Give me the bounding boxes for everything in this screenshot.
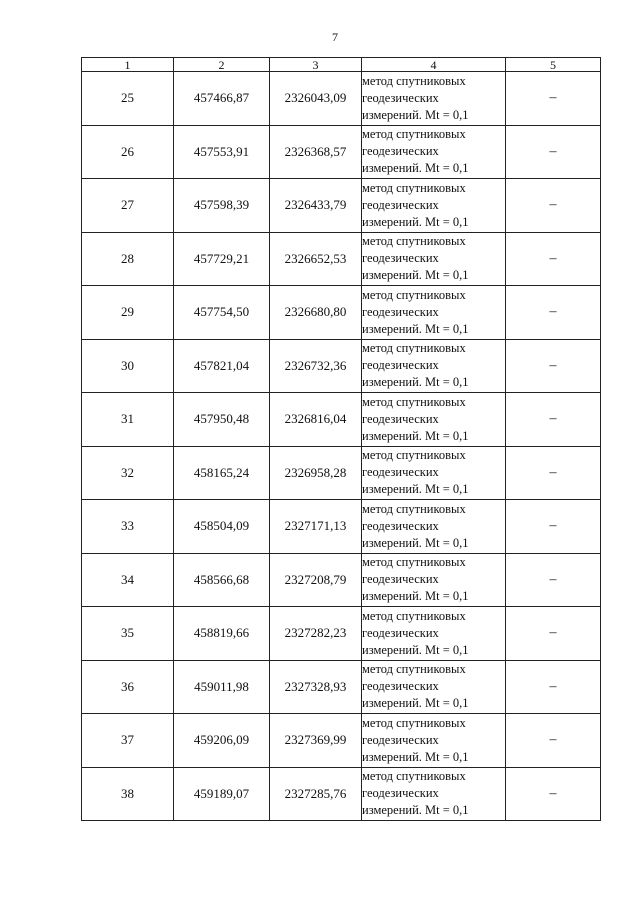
- method-line-3: измерений. Mt = 0,1: [362, 268, 469, 283]
- method-cell: [362, 767, 506, 821]
- method-line-1: метод спутниковых: [362, 555, 466, 570]
- note-cell: –: [506, 446, 601, 500]
- x-coordinate-cell: 459011,98: [174, 660, 270, 714]
- y-coordinate-cell: 2327208,79: [270, 553, 362, 607]
- method-line-2: геодезических: [362, 732, 439, 747]
- note-cell: –: [506, 393, 601, 447]
- y-coordinate-cell: 2326816,04: [270, 393, 362, 447]
- method-line-1: метод спутниковых: [362, 501, 466, 516]
- table-row: [82, 553, 601, 607]
- x-coordinate-cell: 459206,09: [174, 714, 270, 768]
- y-coordinate-cell: 2327328,93: [270, 660, 362, 714]
- method-line-3: измерений. Mt = 0,1: [362, 696, 469, 711]
- method-line-3: измерений. Mt = 0,1: [362, 214, 469, 229]
- method-line-3: измерений. Mt = 0,1: [362, 482, 469, 497]
- point-number-cell: 35: [82, 607, 174, 661]
- method-line-2: геодезических: [362, 411, 439, 426]
- method-cell: [362, 179, 506, 233]
- method-line-2: геодезических: [362, 786, 439, 801]
- method-line-2: геодезических: [362, 358, 439, 373]
- note-cell: –: [506, 72, 601, 126]
- note-cell: –: [506, 660, 601, 714]
- point-number-cell: 29: [82, 286, 174, 340]
- x-coordinate-cell: 458819,66: [174, 607, 270, 661]
- method-line-1: метод спутниковых: [362, 662, 466, 677]
- method-line-3: измерений. Mt = 0,1: [362, 535, 469, 550]
- method-cell: [362, 500, 506, 554]
- point-number-cell: 32: [82, 446, 174, 500]
- note-cell: –: [506, 232, 601, 286]
- note-cell: –: [506, 125, 601, 179]
- x-coordinate-cell: 457466,87: [174, 72, 270, 126]
- method-cell: [362, 393, 506, 447]
- method-line-2: геодезических: [362, 518, 439, 533]
- method-line-2: геодезических: [362, 625, 439, 640]
- note-cell: –: [506, 500, 601, 554]
- point-number-cell: 36: [82, 660, 174, 714]
- note-cell: –: [506, 286, 601, 340]
- x-coordinate-cell: 458504,09: [174, 500, 270, 554]
- method-cell: [362, 714, 506, 768]
- y-coordinate-cell: 2326958,28: [270, 446, 362, 500]
- table-row: [82, 393, 601, 447]
- point-number-cell: 25: [82, 72, 174, 126]
- table-row: [82, 125, 601, 179]
- method-cell: [362, 286, 506, 340]
- method-line-1: метод спутниковых: [362, 287, 466, 302]
- table-row: [82, 446, 601, 500]
- method-line-2: геодезических: [362, 144, 439, 159]
- method-line-2: геодезических: [362, 304, 439, 319]
- x-coordinate-cell: 457729,21: [174, 232, 270, 286]
- method-line-1: метод спутниковых: [362, 234, 466, 249]
- method-cell: [362, 660, 506, 714]
- method-line-3: измерений. Mt = 0,1: [362, 428, 469, 443]
- y-coordinate-cell: 2327285,76: [270, 767, 362, 821]
- method-line-3: измерений. Mt = 0,1: [362, 803, 469, 818]
- table-header: [82, 58, 601, 72]
- method-line-1: метод спутниковых: [362, 73, 466, 88]
- table-row: [82, 339, 601, 393]
- header-cell-1: 1: [82, 58, 174, 72]
- method-line-2: геодезических: [362, 465, 439, 480]
- method-line-1: метод спутниковых: [362, 180, 466, 195]
- method-line-3: измерений. Mt = 0,1: [362, 321, 469, 336]
- point-number-cell: 38: [82, 767, 174, 821]
- table-row: [82, 232, 601, 286]
- method-cell: [362, 232, 506, 286]
- x-coordinate-cell: 457950,48: [174, 393, 270, 447]
- table-row: [82, 286, 601, 340]
- x-coordinate-cell: 457754,50: [174, 286, 270, 340]
- y-coordinate-cell: 2326043,09: [270, 72, 362, 126]
- note-cell: –: [506, 179, 601, 233]
- method-line-1: метод спутниковых: [362, 341, 466, 356]
- method-line-2: геодезических: [362, 572, 439, 587]
- x-coordinate-cell: 458566,68: [174, 553, 270, 607]
- y-coordinate-cell: 2327369,99: [270, 714, 362, 768]
- table-row: [82, 500, 601, 554]
- y-coordinate-cell: 2326368,57: [270, 125, 362, 179]
- y-coordinate-cell: 2326732,36: [270, 339, 362, 393]
- table-row: [82, 179, 601, 233]
- table-row: [82, 714, 601, 768]
- y-coordinate-cell: 2326433,79: [270, 179, 362, 233]
- method-cell: [362, 553, 506, 607]
- method-line-1: метод спутниковых: [362, 608, 466, 623]
- page-number: 7: [332, 30, 338, 44]
- point-number-cell: 33: [82, 500, 174, 554]
- y-coordinate-cell: 2326680,80: [270, 286, 362, 340]
- method-line-3: измерений. Mt = 0,1: [362, 642, 469, 657]
- method-cell: [362, 72, 506, 126]
- point-number-cell: 28: [82, 232, 174, 286]
- method-line-1: метод спутниковых: [362, 769, 466, 784]
- method-line-1: метод спутниковых: [362, 715, 466, 730]
- point-number-cell: 34: [82, 553, 174, 607]
- method-cell: [362, 125, 506, 179]
- point-number-cell: 37: [82, 714, 174, 768]
- x-coordinate-cell: 457598,39: [174, 179, 270, 233]
- method-line-3: измерений. Mt = 0,1: [362, 107, 469, 122]
- method-cell: [362, 607, 506, 661]
- coordinates-table: [81, 57, 601, 821]
- y-coordinate-cell: 2327282,23: [270, 607, 362, 661]
- method-line-1: метод спутниковых: [362, 127, 466, 142]
- method-line-1: метод спутниковых: [362, 448, 466, 463]
- method-line-3: измерений. Mt = 0,1: [362, 589, 469, 604]
- note-cell: –: [506, 714, 601, 768]
- note-cell: –: [506, 607, 601, 661]
- table-row: [82, 607, 601, 661]
- header-row: [82, 58, 601, 72]
- x-coordinate-cell: 458165,24: [174, 446, 270, 500]
- method-line-2: геодезических: [362, 679, 439, 694]
- method-cell: [362, 339, 506, 393]
- method-line-3: измерений. Mt = 0,1: [362, 375, 469, 390]
- y-coordinate-cell: 2326652,53: [270, 232, 362, 286]
- point-number-cell: 31: [82, 393, 174, 447]
- table-row: [82, 660, 601, 714]
- point-number-cell: 26: [82, 125, 174, 179]
- method-line-3: измерений. Mt = 0,1: [362, 749, 469, 764]
- note-cell: –: [506, 553, 601, 607]
- method-line-2: геодезических: [362, 90, 439, 105]
- note-cell: –: [506, 339, 601, 393]
- point-number-cell: 30: [82, 339, 174, 393]
- header-cell-5: 5: [506, 58, 601, 72]
- method-line-3: измерений. Mt = 0,1: [362, 161, 469, 176]
- x-coordinate-cell: 457553,91: [174, 125, 270, 179]
- method-line-2: геодезических: [362, 197, 439, 212]
- x-coordinate-cell: 457821,04: [174, 339, 270, 393]
- method-cell: [362, 446, 506, 500]
- table-row: [82, 72, 601, 126]
- header-cell-2: 2: [174, 58, 270, 72]
- table-row: [82, 767, 601, 821]
- table-body: [82, 72, 601, 821]
- point-number-cell: 27: [82, 179, 174, 233]
- header-cell-4: 4: [362, 58, 506, 72]
- x-coordinate-cell: 459189,07: [174, 767, 270, 821]
- method-line-1: метод спутниковых: [362, 394, 466, 409]
- method-line-2: геодезических: [362, 251, 439, 266]
- note-cell: –: [506, 767, 601, 821]
- y-coordinate-cell: 2327171,13: [270, 500, 362, 554]
- header-cell-3: 3: [270, 58, 362, 72]
